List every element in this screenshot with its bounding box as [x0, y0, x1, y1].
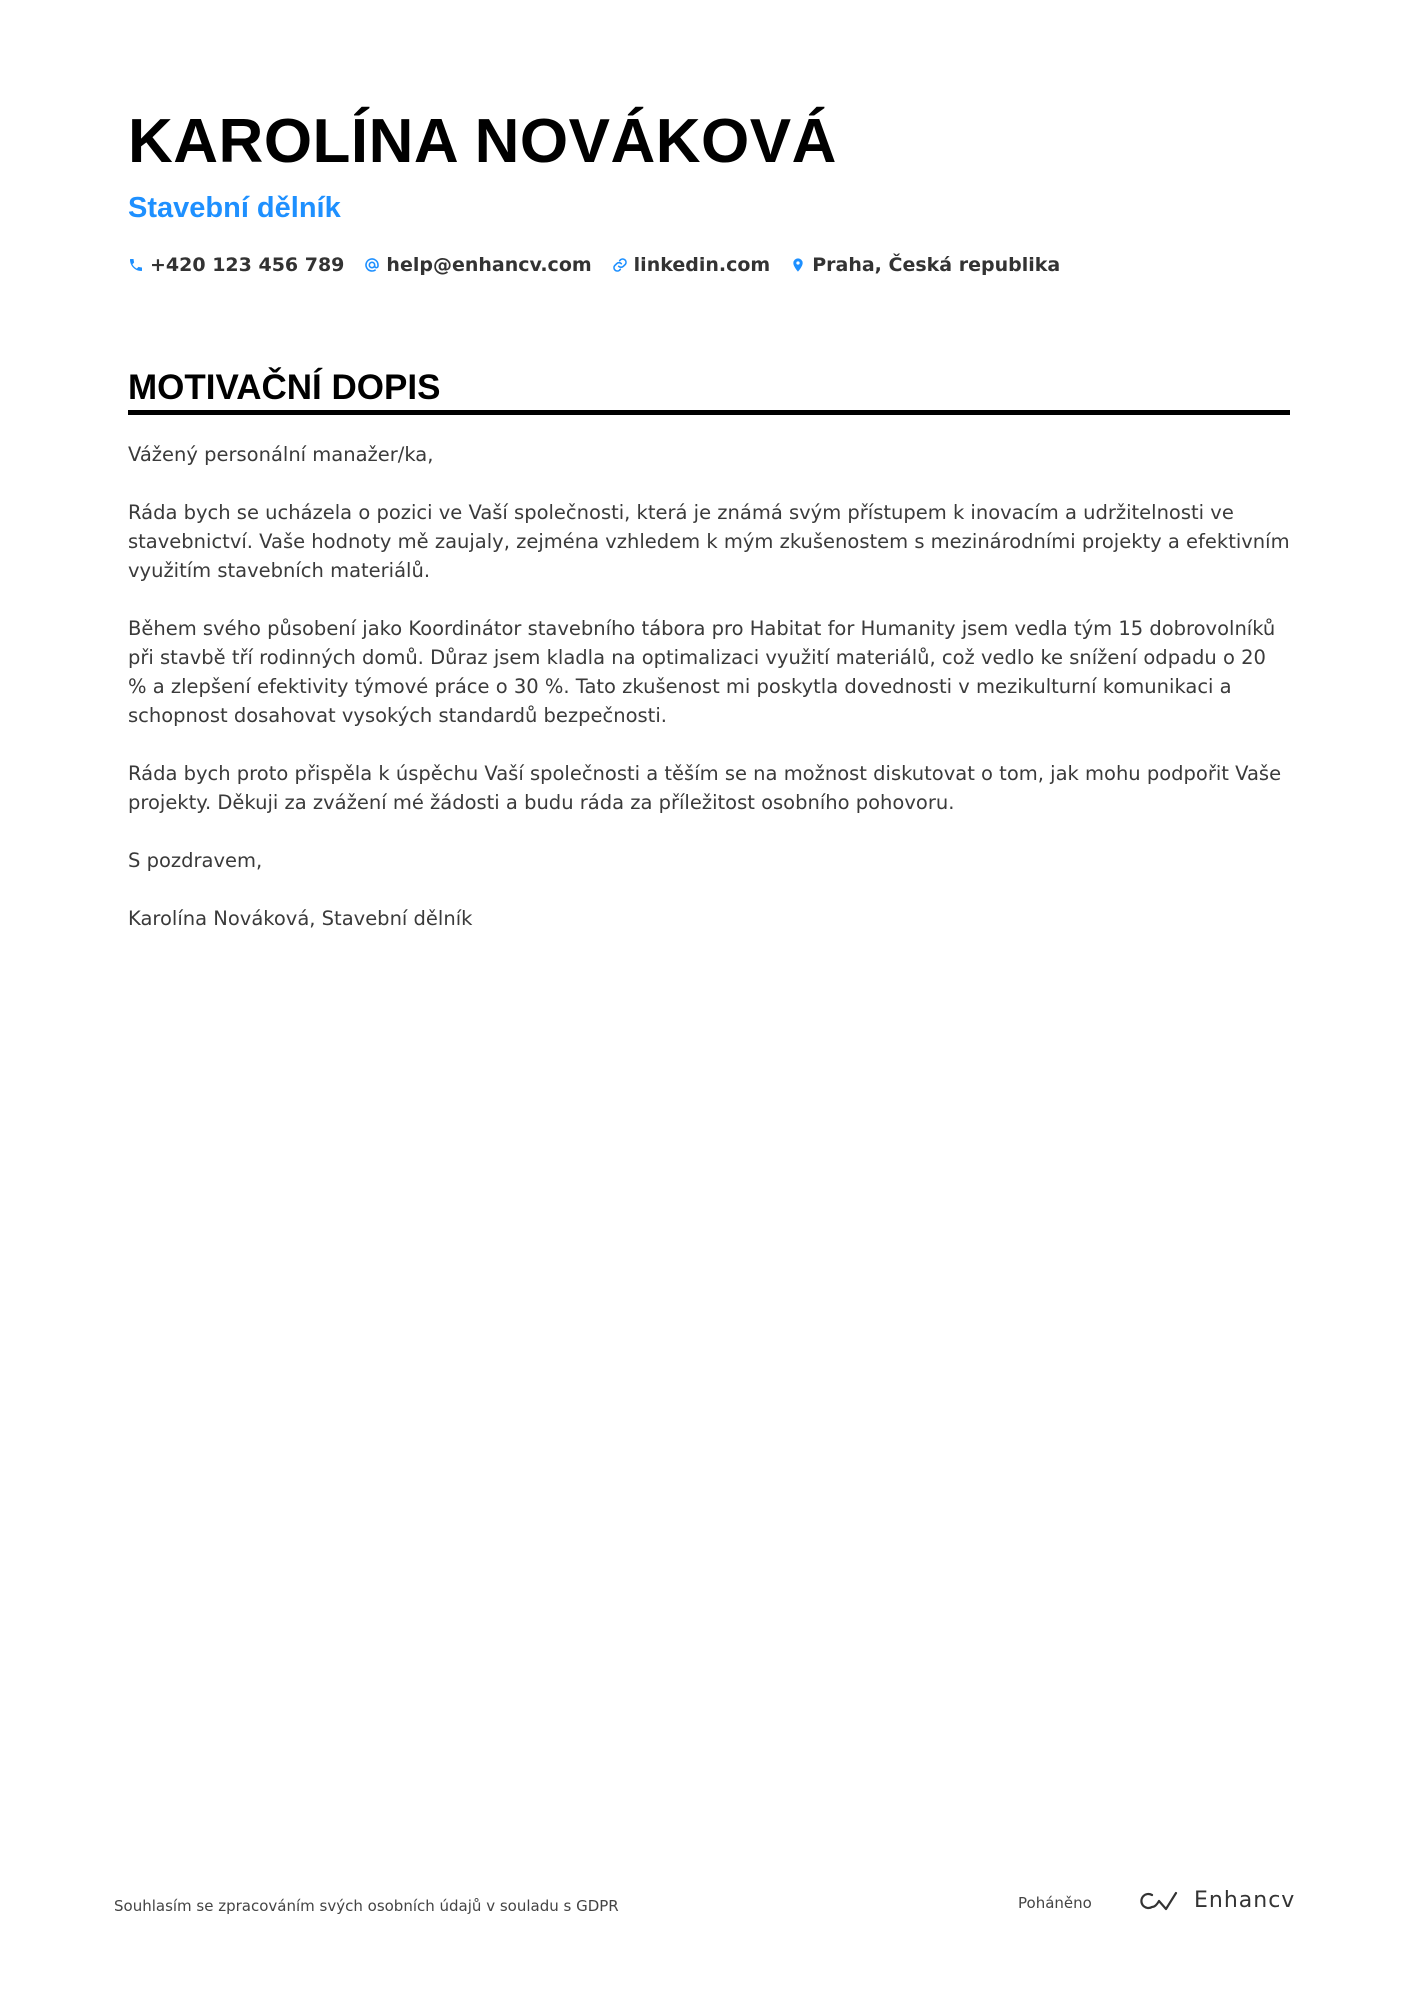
phone-text: +420 123 456 789: [150, 254, 345, 276]
section-divider: [128, 410, 1290, 415]
contact-bar: [128, 254, 1060, 276]
email-text: help@enhancv.com: [386, 254, 592, 276]
at-icon: [364, 257, 380, 273]
brand-name: Enhancv: [1194, 1888, 1296, 1913]
enhancv-brand[interactable]: [1138, 1888, 1295, 1913]
contact-location: [790, 254, 1060, 276]
closing: S pozdravem,: [128, 849, 263, 872]
powered-by-label: Poháněno: [1018, 1894, 1092, 1912]
gdpr-consent: Souhlasím se zpracováním svých osobních údajů v souladu s GDPR: [114, 1897, 619, 1915]
location-text: Praha, Česká republika: [812, 254, 1061, 276]
letter-body: [128, 440, 1290, 962]
linkedin-text: linkedin.com: [633, 254, 771, 276]
signature: Karolína Nováková, Stavební dělník: [128, 907, 473, 930]
contact-phone[interactable]: [128, 254, 344, 276]
letter-paragraph: Ráda bych se ucházela o pozici ve Vaší společnosti, která je známá svým přístupem k inovacím a udržitelnosti ve stavebnictví. Vaše hodnoty mě zaujaly, zejména vzhledem k mým zkušenostem s mezinárodními projekty a efektivním využitím stavebních materiálů.: [128, 501, 1290, 582]
phone-icon: [128, 257, 144, 273]
contact-linkedin[interactable]: [612, 254, 771, 276]
link-icon: [612, 257, 628, 273]
candidate-name: KAROLÍNA NOVÁKOVÁ: [128, 107, 837, 176]
contact-email[interactable]: [364, 254, 591, 276]
letter-paragraph: Během svého působení jako Koordinátor stavebního tábora pro Habitat for Humanity jsem vedla tým 15 dobrovolníků při stavbě tří rodinných domů. Důraz jsem kladla na optimalizaci využití materiálů, což vedlo ke snížení odpadu o 20 % a zlepšení efektivity týmové práce o 30 %. Tato zkušenost mi poskytla dovednosti v mezikulturní komunikaci a schopnost dosahovat vysokých standardů bezpečnosti.: [128, 617, 1276, 727]
job-title: Stavební dělník: [128, 192, 341, 224]
salutation: Vážený personální manažer/ka,: [128, 443, 434, 466]
map-pin-icon: [790, 256, 806, 274]
letter-paragraph: Ráda bych proto přispěla k úspěchu Vaší společnosti a těším se na možnost diskutovat o tom, jak mohu podpořit Vaše projekty. Děkuji za zvážení mé žádosti a budu ráda za příležitost osobního pohovoru.: [128, 762, 1282, 814]
section-title: MOTIVAČNÍ DOPIS: [128, 368, 441, 407]
enhancv-logo-icon: [1138, 1889, 1184, 1913]
